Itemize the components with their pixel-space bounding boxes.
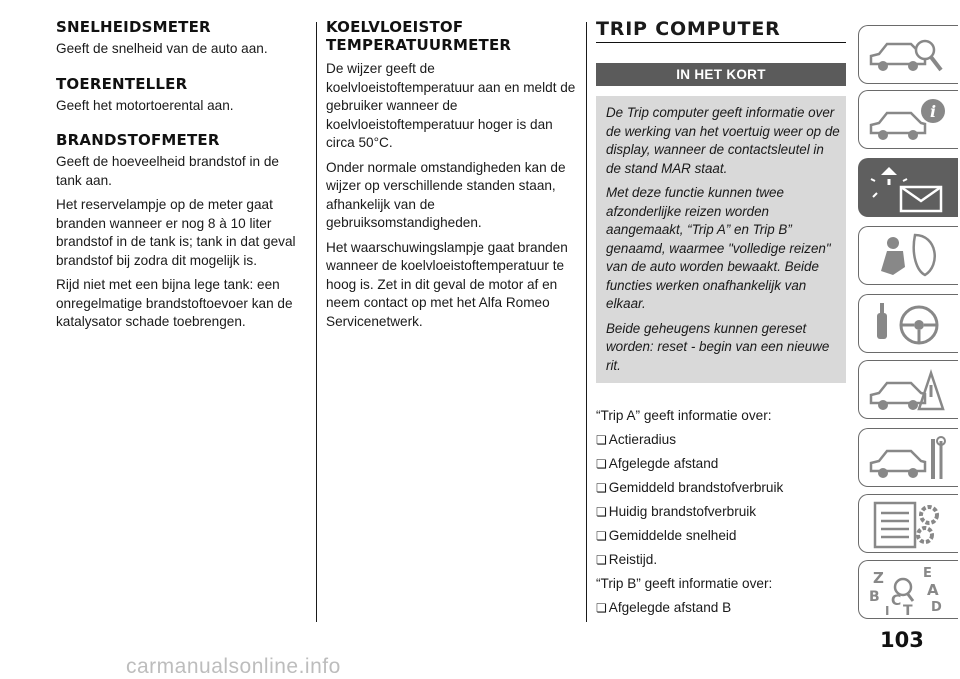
- tab-warning-lights[interactable]: [858, 158, 958, 217]
- list-item: ❏ Huidig brandstofverbruik: [596, 503, 846, 522]
- tab-car-search[interactable]: [858, 25, 958, 84]
- car-info-icon: [867, 95, 951, 147]
- svg-text:i: i: [929, 102, 937, 121]
- column-divider: [316, 22, 317, 622]
- list-item: ❏ Afgelegde afstand B: [596, 599, 846, 618]
- list-item: ❏ Reistijd.: [596, 551, 846, 570]
- index-letter: E: [923, 566, 932, 581]
- paragraph: Het reservelampje op de meter gaat branden wanneer er nog 8 à 10 liter brandstof in de tank is; tank in dat geval brandstof bij zodra dit mogelijk is.: [56, 197, 296, 268]
- summary-box-header: IN HET KORT: [596, 63, 846, 86]
- summary-paragraph: De Trip computer geeft informatie over de werking van het voertuig weer op de display, wanneer de contactsleutel in de stand MAR staat.: [606, 105, 840, 176]
- index-letter: D: [931, 600, 942, 615]
- index-letter: Z: [873, 569, 884, 587]
- summary-paragraph: Met deze functie kunnen twee afzonderlijke reizen worden aangemaakt, “Trip A” en Trip B” genaamd, waarmee "volledige reizen" van de auto worden bewaakt. Beide functies werken onafhankelijk van elkaar.: [606, 185, 831, 311]
- column-divider: [586, 22, 587, 622]
- list-item: ❏ Gemiddeld brandstofverbruik: [596, 479, 846, 498]
- list-item: ❏ Gemiddelde snelheid: [596, 527, 846, 546]
- trip-a-intro: “Trip A” geeft informatie over:: [596, 408, 772, 423]
- column-left: [56, 18, 308, 338]
- paragraph: Rijd niet met een bijna lege tank: een onregelmatige brandstoftoevoer kan de katalysator schade toebrengen.: [56, 277, 293, 329]
- tab-maintenance[interactable]: [858, 428, 958, 487]
- section-title: TRIP COMPUTER: [596, 18, 846, 43]
- list-item: ❏ Afgelegde afstand: [596, 455, 846, 474]
- heading-snelheidsmeter: SNELHEIDSMETER: [56, 18, 211, 36]
- column-middle: [326, 18, 578, 337]
- list-item: ❏ Actieradius: [596, 431, 846, 450]
- paragraph: De wijzer geeft de koelvloeistoftemperatuur aan en meldt de gebruiker wanneer de koelvloeistoftemperatuur hoger is dan circa 50°C.: [326, 61, 576, 150]
- index-letter: C: [891, 593, 902, 609]
- page-number: 103: [880, 628, 924, 652]
- paragraph: Geeft de snelheid van de auto aan.: [56, 41, 268, 56]
- paragraph: Geeft de hoeveelheid brandstof in de tank aan.: [56, 154, 279, 188]
- heading-koelvloeistof: KOELVLOEISTOF: [326, 18, 464, 36]
- paragraph: Het waarschuwingslampje gaat branden wanneer de koelvloeistoftemperatuur te hoog is. Zet in dit geval de motor af en neem contact op met het Alfa Romeo Servicenetwerk.: [326, 239, 568, 329]
- index-letter: I: [885, 604, 890, 617]
- summary-box: [596, 96, 846, 383]
- paragraph: Onder normale omstandigheden kan de wijzer op verschillende standen staan, afhankelijk van de gebruiksomstandigheden.: [326, 159, 566, 230]
- heading-temperatuurmeter: TEMPERATUURMETER: [326, 36, 512, 54]
- car-search-icon: [867, 30, 951, 82]
- tab-index[interactable]: [858, 560, 958, 619]
- alphabet-index-icon: [867, 565, 951, 617]
- warning-light-message-icon: [867, 163, 951, 215]
- heading-brandstofmeter: BRANDSTOFMETER: [56, 131, 220, 149]
- data-settings-icon: [867, 499, 951, 551]
- summary-paragraph: Beide geheugens kunnen gereset worden: reset - begin van een nieuwe rit.: [606, 320, 830, 373]
- tab-emergency[interactable]: [858, 360, 958, 419]
- watermark: carmanualsonline.info: [126, 655, 341, 678]
- tab-safety[interactable]: [858, 226, 958, 285]
- airbag-seat-icon: [867, 231, 951, 283]
- index-letter: B: [869, 589, 880, 605]
- heading-toerenteller: TOERENTELLER: [56, 74, 188, 93]
- tab-car-info[interactable]: [858, 90, 958, 149]
- column-right: [596, 18, 846, 623]
- key-steering-wheel-icon: [867, 299, 951, 351]
- car-tools-icon: [867, 433, 951, 485]
- trip-b-intro: “Trip B” geeft informatie over:: [596, 576, 773, 591]
- index-letter: T: [903, 603, 913, 617]
- index-letter: A: [927, 581, 939, 599]
- tab-starting-driving[interactable]: [858, 294, 958, 353]
- tab-technical-data[interactable]: [858, 494, 958, 553]
- car-accident-icon: [867, 365, 951, 417]
- paragraph: Geeft het motortoerental aan.: [56, 97, 234, 113]
